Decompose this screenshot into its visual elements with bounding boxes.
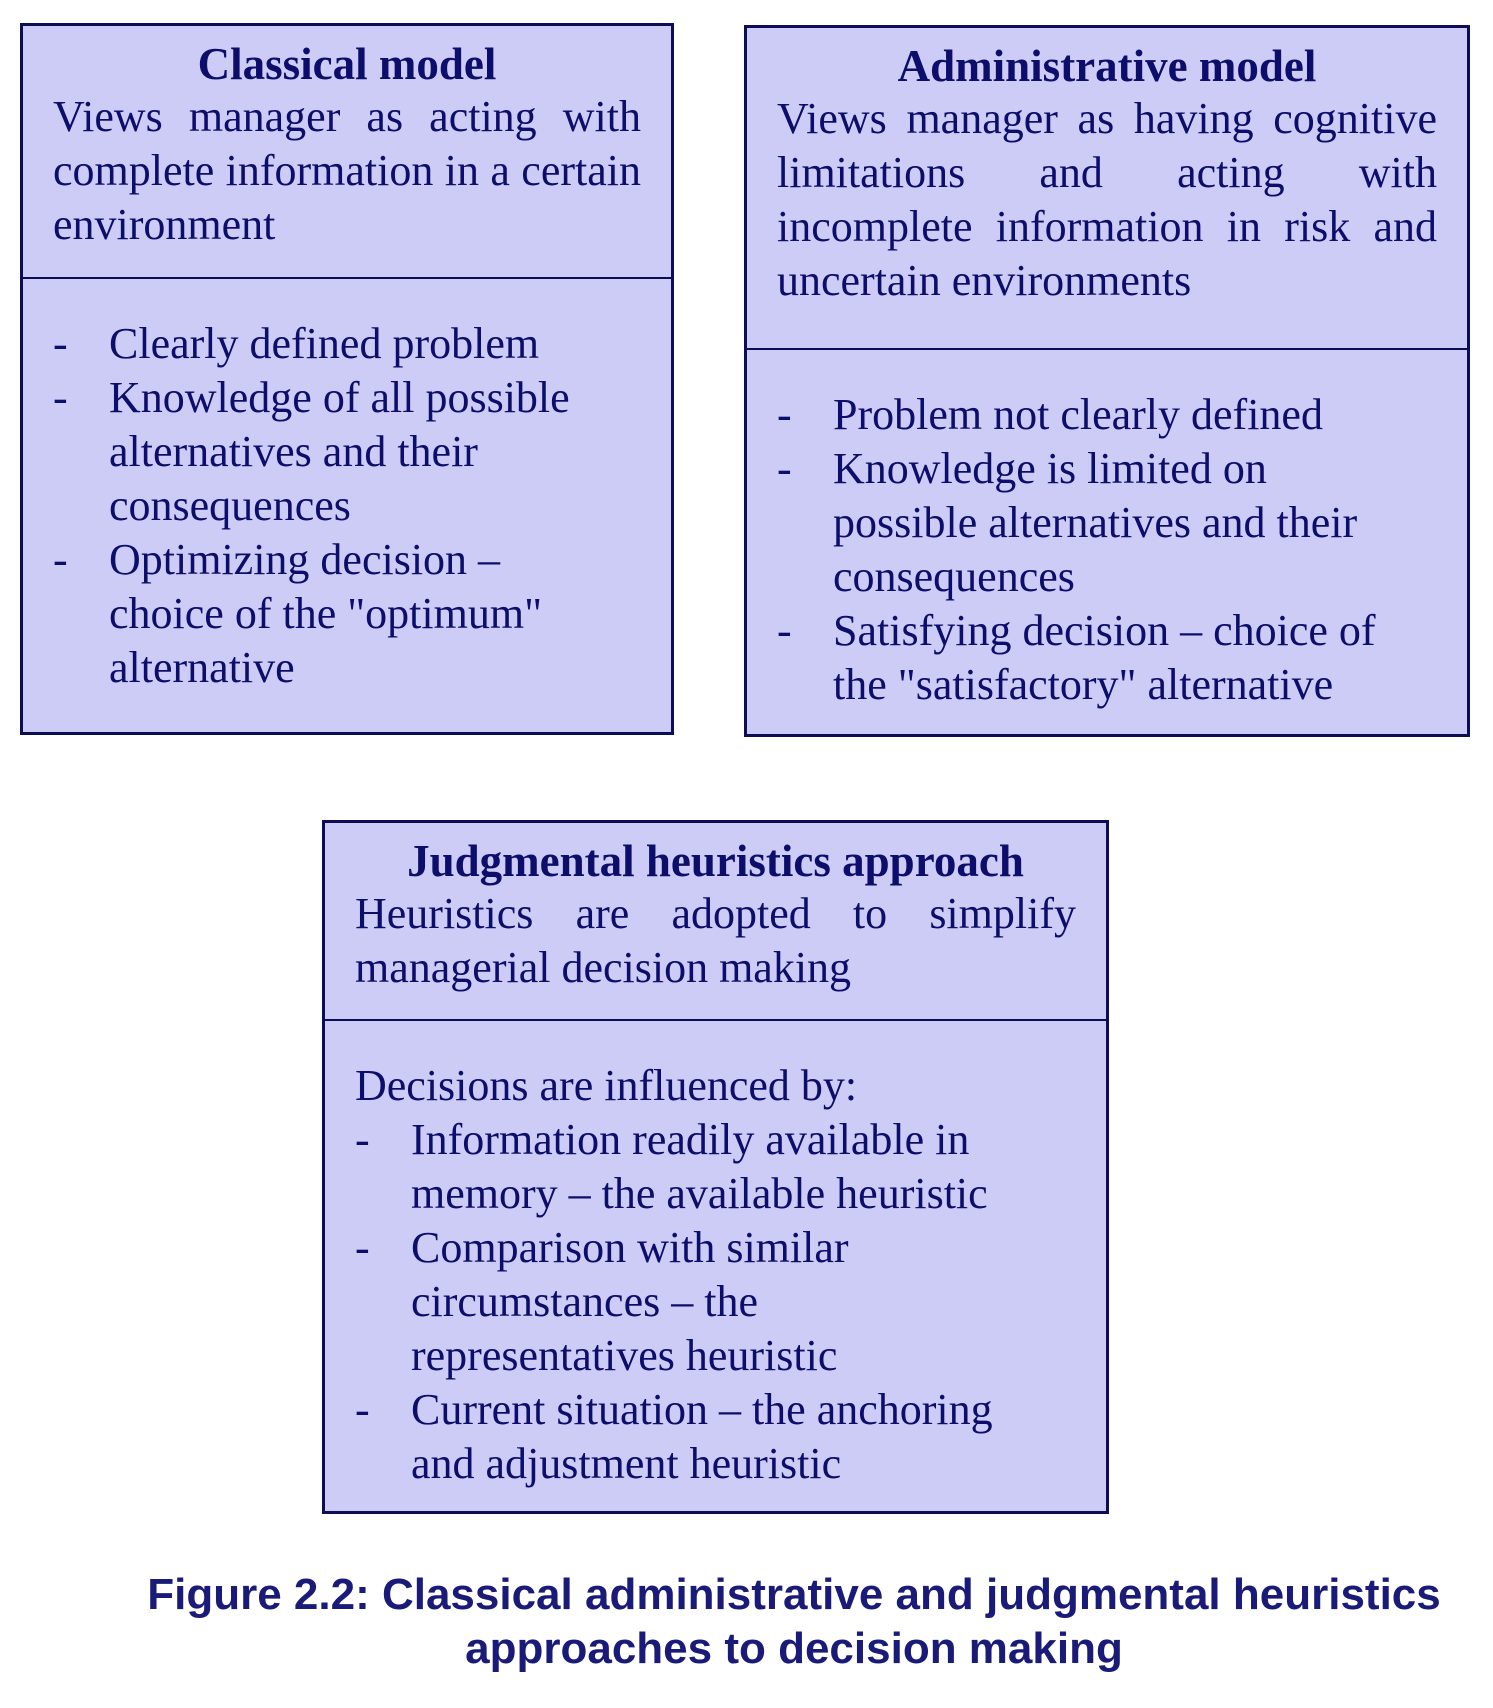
judgmental-heuristics-title: Judgmental heuristics approach: [407, 836, 1024, 886]
list-item: [777, 388, 1437, 442]
administrative-model-box: [744, 25, 1470, 737]
list-item: [777, 604, 1437, 712]
administrative-model-header: [747, 28, 1467, 350]
list-item-text: Satisfying decision – choice of the "satisfactory" alternative: [833, 606, 1376, 709]
classical-model-list: [23, 279, 671, 695]
bullet-dash: -: [355, 1385, 370, 1434]
bullet-dash: -: [355, 1223, 370, 1272]
bullet-dash: -: [777, 606, 792, 655]
list-item: [53, 533, 641, 695]
bullet-dash: -: [53, 373, 68, 422]
list-item: [53, 371, 641, 533]
list-item-text: Knowledge is limited on possible alternatives and their consequences: [833, 444, 1358, 601]
list-item-text: Information readily available in memory – the available heuristic: [411, 1115, 988, 1218]
judgmental-heuristics-description: Heuristics are adopted to simplify managerial decision making: [355, 889, 1076, 992]
list-item: [355, 1221, 1076, 1383]
bullet-dash: -: [355, 1115, 370, 1164]
figure-caption: [0, 1568, 1493, 1676]
judgmental-heuristics-header: [325, 823, 1106, 1021]
bullet-dash: -: [53, 319, 68, 368]
classical-model-box: [20, 23, 674, 735]
bullet-dash: -: [777, 444, 792, 493]
list-item-text: Optimizing decision – choice of the "optimum" alternative: [109, 535, 543, 692]
list-item-text: Problem not clearly defined: [833, 390, 1323, 439]
list-item: [53, 317, 641, 371]
judgmental-heuristics-intro: Decisions are influenced by:: [355, 1061, 858, 1110]
classical-model-description: Views manager as acting with complete information in a certain environment: [53, 92, 641, 249]
list-item: [355, 1113, 1076, 1221]
bullet-dash: -: [777, 390, 792, 439]
administrative-model-list: [747, 350, 1467, 712]
administrative-model-description: Views manager as having cognitive limitations and acting with incomplete information in risk and uncertain environments: [777, 94, 1437, 305]
administrative-model-title: Administrative model: [897, 41, 1317, 91]
list-item-text: Comparison with similar circumstances – the representatives heuristic: [411, 1223, 849, 1380]
bullet-dash: -: [53, 535, 68, 584]
figure-caption-line-2: approaches to decision making: [465, 1624, 1123, 1673]
judgmental-heuristics-list: [325, 1021, 1106, 1491]
list-item-text: Knowledge of all possible alternatives and their consequences: [109, 373, 570, 530]
figure-caption-line-1: Figure 2.2: Classical administrative and judgmental heuristics: [147, 1570, 1441, 1619]
list-item: [355, 1383, 1076, 1491]
list-item-text: Clearly defined problem: [109, 319, 540, 368]
list-item: [777, 442, 1437, 604]
classical-model-header: [23, 26, 671, 279]
classical-model-title: Classical model: [197, 39, 497, 89]
judgmental-heuristics-box: [322, 820, 1109, 1514]
list-item-text: Current situation – the anchoring and adjustment heuristic: [411, 1385, 993, 1488]
